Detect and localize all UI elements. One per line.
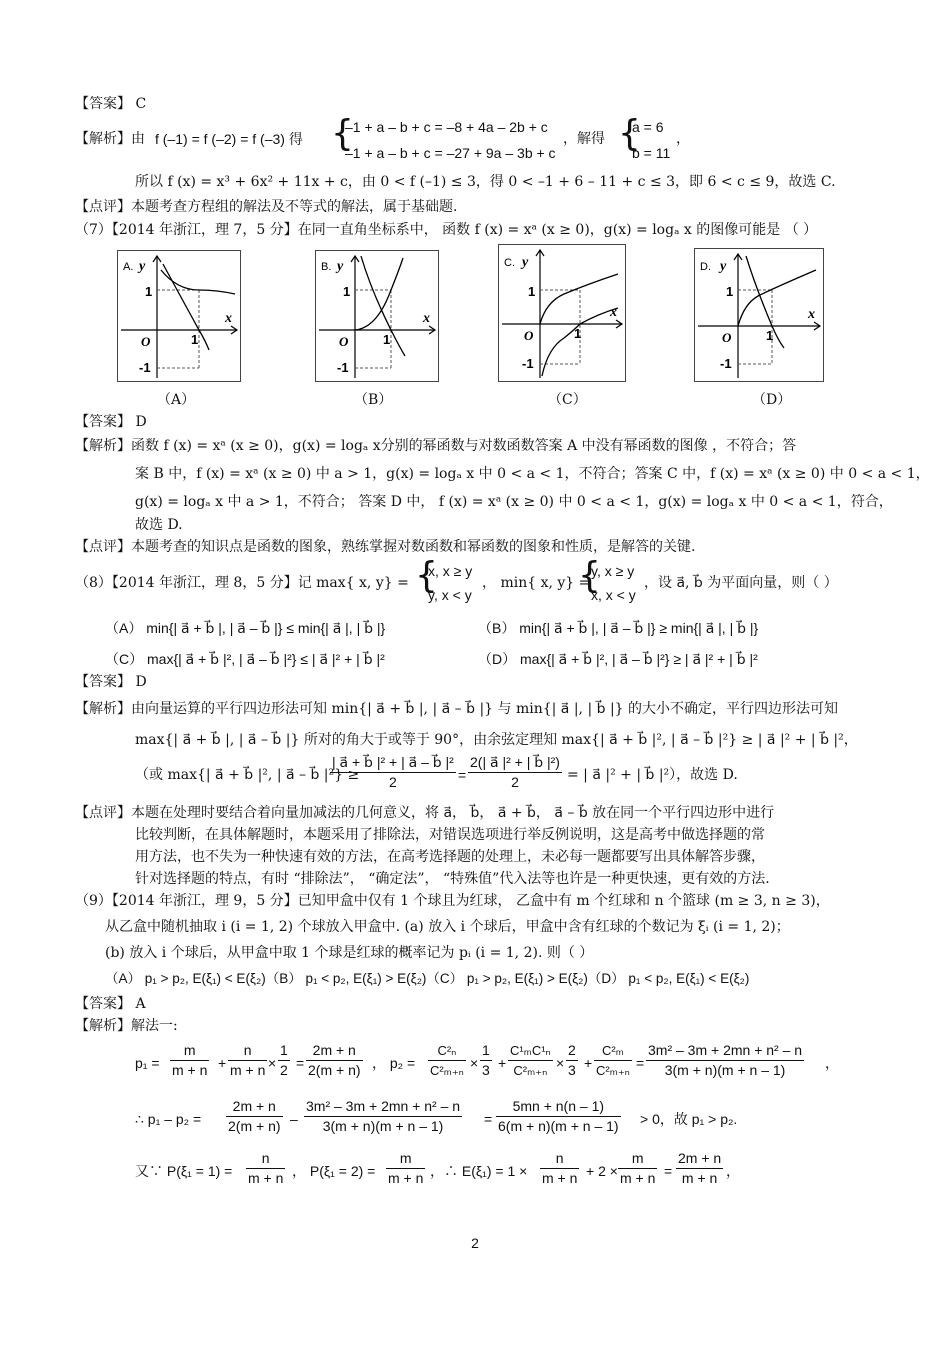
graph-d-neg1: -1 <box>720 356 732 371</box>
eq1-frac5-num: C²ₙ <box>428 1042 466 1061</box>
graph-d-caption: （D） <box>752 392 792 408</box>
eq1-frac6-den: 3 <box>482 1062 490 1078</box>
problem-9-line1: （9）【2014 年浙江，理 9，5 分】已知甲盒中仅有 1 个球且为红球， 乙盒中有 m 个红球和 n 个篮球 (m ≥ 3, n ≥ 3)， <box>75 893 830 909</box>
solution-a: a = 6 <box>632 119 664 135</box>
system-brace: { <box>331 113 354 154</box>
eq1-frac2-den: m + n <box>230 1062 266 1078</box>
analysis-8-line3-start: （或 max{| a⃗ + b⃗ |², | a⃗ – b⃗ |²} ≥ <box>135 767 360 783</box>
eq2-end: > 0，故 p₁ > p₂. <box>640 1111 738 1127</box>
graph-d-1y: 1 <box>726 284 734 299</box>
graph-c-1y: 1 <box>528 284 536 299</box>
solution-comma: ， <box>676 131 690 147</box>
graph-b-neg1: -1 <box>337 360 349 375</box>
graph-b-x: x <box>423 311 430 326</box>
answer-6: 【答案】 C <box>75 96 147 112</box>
eq1-frac7 <box>508 1042 553 1079</box>
graph-a-x: x <box>225 311 232 326</box>
eq3-frac3 <box>540 1150 579 1187</box>
eq3-frac1-num: n <box>246 1150 285 1169</box>
eq3-e: = <box>664 1163 673 1179</box>
eq1-frac9-den: C²ₘ₊ₙ <box>596 1063 630 1078</box>
eq3-b: ， P(ξ₁ = 2) = <box>292 1163 376 1179</box>
comment-6: 【点评】本题考查方程组的解法及不等式的解法，属于基础题. <box>75 199 458 215</box>
eq1-plus3: + <box>584 1055 593 1071</box>
eq2-frac1-den: 2(m + n) <box>228 1118 281 1134</box>
eq1-eq2: = <box>636 1055 645 1071</box>
eq1-frac5 <box>428 1042 466 1079</box>
graph-d <box>694 248 824 382</box>
eq3-frac2-num: m <box>386 1150 425 1169</box>
graph-d-o: O <box>722 330 732 345</box>
analysis-6-given: f (–1) = f (–2) = f (–3) 得 <box>155 131 303 147</box>
graph-a-1y: 1 <box>145 284 153 299</box>
eq3-c: ，∴ E(ξ₁) = 1 × <box>430 1163 528 1179</box>
graph-a-panel: A. <box>123 261 134 273</box>
analysis-6-conclusion: 所以 f (x) = x³ + 6x² + 11x + c，由 0 < f (–1) ≤ 3，得 0 < –1 + 6 – 11 + c ≤ 3，即 6 < c ≤ 9，故选 C. <box>135 174 836 190</box>
eq2-frac3 <box>496 1098 621 1135</box>
eq2-frac3-den: 6(m + n)(m + n – 1) <box>498 1118 619 1134</box>
eq1-frac4-num: 2m + n <box>306 1042 363 1061</box>
eq2-frac1 <box>226 1098 283 1135</box>
eq3-frac5 <box>676 1150 723 1187</box>
eq3-frac5-num: 2m + n <box>676 1150 723 1169</box>
eq2-frac2-num: 3m² – 3m + 2mn + n² – n <box>304 1098 462 1117</box>
solution-b: b = 11 <box>632 145 671 161</box>
analysis-8-line1: 【解析】由向量运算的平行四边形法可知 min{| a⃗ + b⃗ |, | a⃗ – b⃗ |} 与 min{| a⃗ |, | b⃗ |} 的大小不确定，平行四边形法可知 <box>75 701 839 717</box>
eq2-frac2-den: 3(m + n)(m + n – 1) <box>322 1118 444 1134</box>
graph-a-o: O <box>141 334 151 349</box>
comment-8-line2: 比较判断，在具体解题时，本题采用了排除法，对错误选项进行举反例说明，这是高考中做选择题的常 <box>135 827 765 843</box>
equals-8: = <box>458 767 467 783</box>
eq3-frac3-den: m + n <box>542 1170 578 1186</box>
eq1-frac9-num: C²ₘ <box>594 1042 632 1061</box>
graph-a-caption: （A） <box>157 392 196 408</box>
eq2-minus: – <box>290 1111 298 1127</box>
graph-a-neg1: -1 <box>139 360 151 375</box>
option-8d: （D） max{| a⃗ + b⃗ |², | a⃗ – b⃗ |²} ≥ | a⃗ |² + | b⃗ |² <box>478 651 758 667</box>
max-case-1: x, x ≥ y <box>428 563 473 579</box>
min-def: ， min{ x, y} = <box>482 575 591 591</box>
eq3-frac4-den: m + n <box>620 1170 656 1186</box>
graph-b <box>315 250 439 382</box>
problem-9-line3: (b) 放入 i 个球后，从甲盒中取 1 个球是红球的概率记为 pᵢ (i = 1, 2). 则（ ） <box>105 945 594 961</box>
analysis-8-line2: max{| a⃗ + b⃗ |, | a⃗ – b⃗ |} 所对的角大于或等于 90°，由余弦定理知 max{| a⃗ + b⃗ |², | a⃗ – b⃗ |²} ≥ | a⃗ |² + | b⃗ |²， <box>135 732 858 748</box>
answer-9: 【答案】 A <box>75 996 146 1012</box>
graph-b-y: y <box>337 259 344 274</box>
analysis-7-line4: 故选 D. <box>135 517 183 533</box>
graph-d-panel: D. <box>700 261 711 273</box>
eq1-mid1: × <box>470 1055 479 1071</box>
system-eq-2: –1 + a – b + c = –27 + 9a – 3b + c <box>345 145 556 161</box>
eq1-frac2-num: n <box>228 1042 267 1061</box>
comment-7: 【点评】本题考查的知识点是函数的图象，熟练掌握对数函数和幂函数的图象和性质，是解答的关键. <box>75 539 696 555</box>
eq1-frac9 <box>594 1042 632 1079</box>
eq1-frac8 <box>566 1042 578 1079</box>
min-case-1: y, x ≥ y <box>591 563 635 579</box>
analysis-9-label: 【解析】解法一: <box>75 1018 178 1034</box>
fraction-8b <box>468 754 562 791</box>
fraction-8b-den: 2 <box>511 774 519 790</box>
eq2-frac1-num: 2m + n <box>226 1098 283 1117</box>
comment-8-line3: 用方法，也不失为一种快速有效的方法，在高考选择题的处理上，未必每一题都要写出具体解答步骤， <box>135 849 765 865</box>
page-number: 2 <box>471 1235 479 1251</box>
fraction-8a <box>330 754 456 791</box>
eq1-plus2: + <box>498 1055 507 1071</box>
eq3-frac1-den: m + n <box>248 1170 284 1186</box>
eq1-end: ， <box>825 1055 839 1071</box>
eq1-plus1: + <box>218 1055 227 1071</box>
fraction-8a-den: 2 <box>389 774 397 790</box>
option-8c: （C） max{| a⃗ + b⃗ |², | a⃗ – b⃗ |²} ≤ | a⃗ |² + | b⃗ |² <box>105 651 385 667</box>
eq1-frac3-num: 1 <box>278 1042 290 1061</box>
graph-b-1x: 1 <box>383 332 391 347</box>
eq1-frac7-den: C²ₘ₊ₙ <box>513 1063 548 1078</box>
problem-8-tail: ，设 a⃗, b⃗ 为平面向量，则（ ） <box>644 575 838 591</box>
eq1-frac1 <box>170 1042 209 1079</box>
graph-b-1y: 1 <box>343 284 351 299</box>
comment-8-line4: 针对选择题的特点，有时 “排除法”， “确定法”， “特殊值”代入法等也许是一种更快速，更有效的方法. <box>135 871 770 887</box>
analysis-7-line1: 【解析】函数 f (x) = xᵃ (x ≥ 0)，g(x) = logₐ x分别的幂函数与对数函数答案 A 中没有幂函数的图像 ，不符合；答 <box>75 438 797 454</box>
eq1-frac7-num: C¹ₘC¹ₙ <box>508 1042 553 1061</box>
eq3-frac5-den: m + n <box>681 1170 718 1186</box>
graph-b-caption: （B） <box>354 392 393 408</box>
eq1-frac4-den: 2(m + n) <box>308 1062 361 1078</box>
eq1-times: × <box>268 1055 277 1071</box>
problem-9-options: （A） p₁ > p₂, E(ξ₁) < E(ξ₂)（B） p₁ < p₂, E(ξ₁) > E(ξ₂)（C） p₁ > p₂, E(ξ₁) > E(ξ₂)（D） p₁ < p₂, E(ξ₁) < E(ξ₂) <box>105 971 750 986</box>
min-brace: { <box>578 555 601 596</box>
eq3-frac4 <box>618 1150 657 1187</box>
graph-c-neg1: -1 <box>522 356 534 371</box>
eq1-frac10 <box>646 1042 804 1079</box>
graph-c <box>498 244 626 382</box>
eq1-frac10-den: 3(m + n)(m + n – 1) <box>664 1062 786 1078</box>
eq3-frac1 <box>246 1150 285 1187</box>
graph-a <box>117 250 241 382</box>
problem-7: （7）【2014 年浙江，理 7，5 分】在同一直角坐标系中， 函数 f (x) = xᵃ (x ≥ 0)，g(x) = logₐ x 的图像可能是 （ ） <box>75 222 818 238</box>
eq1-frac10-num: 3m² – 3m + 2mn + n² – n <box>646 1042 804 1061</box>
eq2-eq: = <box>484 1111 493 1127</box>
eq3-frac2-den: m + n <box>388 1170 424 1186</box>
eq1-frac4 <box>306 1042 363 1079</box>
eq3-frac2 <box>386 1150 425 1187</box>
graph-c-x: x <box>610 305 617 320</box>
eq1-frac6-num: 1 <box>480 1042 492 1061</box>
analysis-7-line2: 案 B 中，f (x) = xᵃ (x ≥ 0) 中 a > 1，g(x) = logₐ x 中 0 < a < 1，不符合；答案 C 中，f (x) = xᵃ (x ≥ 0) 中 0 < a < 1， <box>135 466 930 482</box>
problem-9-line2: 从乙盒中随机抽取 i (i = 1, 2) 个球放入甲盒中. (a) 放入 i 个球后，甲盒中含有红球的个数记为 ξᵢ (i = 1, 2)； <box>105 919 790 935</box>
analysis-6-label: 【解析】由 <box>75 131 145 147</box>
fraction-8a-num: | a⃗ + b⃗ |² + | a⃗ – b⃗ |² <box>330 754 456 773</box>
eq1-frac3-den: 2 <box>280 1062 288 1078</box>
eq1-frac1-num: m <box>170 1042 209 1061</box>
graph-a-y: y <box>139 259 146 274</box>
graph-c-o: O <box>524 328 534 343</box>
eq1-p1: p₁ = <box>135 1055 160 1071</box>
graph-c-caption: （C） <box>548 392 587 408</box>
min-case-2: x, x < y <box>591 587 636 603</box>
eq3-start: 又∵ P(ξ₁ = 1) = <box>135 1163 233 1179</box>
graph-c-panel: C. <box>504 257 515 269</box>
eq1-sep: ， p₂ = <box>372 1055 416 1071</box>
analysis-8-line3-end: = | a⃗ |² + | b⃗ |²），故选 D. <box>567 767 738 783</box>
graph-b-o: O <box>339 334 349 349</box>
eq3-frac3-num: n <box>540 1150 579 1169</box>
eq2-frac2 <box>304 1098 462 1135</box>
eq3-end: ， <box>726 1163 740 1179</box>
graph-a-1x: 1 <box>191 332 199 347</box>
max-case-2: y, x < y <box>428 587 472 603</box>
eq1-frac3 <box>278 1042 290 1079</box>
eq2-start: ∴ p₁ – p₂ = <box>135 1111 202 1127</box>
eq2-frac3-num: 5mn + n(n – 1) <box>496 1098 621 1117</box>
graph-d-y: y <box>720 259 727 274</box>
eq1-frac1-den: m + n <box>172 1062 208 1078</box>
eq3-frac4-num: m <box>618 1150 657 1169</box>
system-eq-1: –1 + a – b + c = –8 + 4a – 2b + c <box>345 119 548 135</box>
analysis-7-line3: g(x) = logₐ x 中 a > 1，不符合； 答案 D 中， f (x) = xᵃ (x ≥ 0) 中 0 < a < 1，g(x) = logₐ x 中 0 < a < 1，符合， <box>135 494 893 510</box>
eq3-d: + 2 × <box>586 1163 618 1179</box>
eq1-eq1: = <box>296 1055 305 1071</box>
graph-b-panel: B. <box>321 261 332 273</box>
graph-c-1x: 1 <box>574 326 582 341</box>
solve-text: ，解得 <box>563 131 605 147</box>
problem-8-stem: （8）【2014 年浙江，理 8，5 分】记 max{ x, y} = <box>75 575 409 591</box>
solution-brace: { <box>618 113 641 154</box>
eq1-frac2 <box>228 1042 267 1079</box>
option-8b: （B） min{| a⃗ + b⃗ |, | a⃗ – b⃗ |} ≥ min{| a⃗ |, | b⃗ |} <box>478 620 759 636</box>
eq1-frac8-den: 3 <box>568 1062 576 1078</box>
eq1-frac8-num: 2 <box>566 1042 578 1061</box>
option-8a: （A） min{| a⃗ + b⃗ |, | a⃗ – b⃗ |} ≤ min{| a⃗ |, | b⃗ |} <box>105 620 386 636</box>
comment-8-line1: 【点评】本题在处理时要结合着向量加减法的几何意义，将 a⃗， b⃗， a⃗ + b⃗， a⃗ – b⃗ 放在同一个平行四边形中进行 <box>75 805 775 821</box>
graph-c-y: y <box>522 255 529 270</box>
graph-d-1x: 1 <box>766 328 774 343</box>
eq1-frac6 <box>480 1042 492 1079</box>
answer-8: 【答案】 D <box>75 674 147 690</box>
answer-7: 【答案】 D <box>75 414 147 430</box>
graph-d-x: x <box>808 307 815 322</box>
fraction-8b-num: 2(| a⃗ |² + | b⃗ |²) <box>468 754 562 773</box>
eq1-mid2: × <box>556 1055 565 1071</box>
max-brace: { <box>415 555 438 596</box>
eq1-frac5-den: C²ₘ₊ₙ <box>430 1063 464 1078</box>
